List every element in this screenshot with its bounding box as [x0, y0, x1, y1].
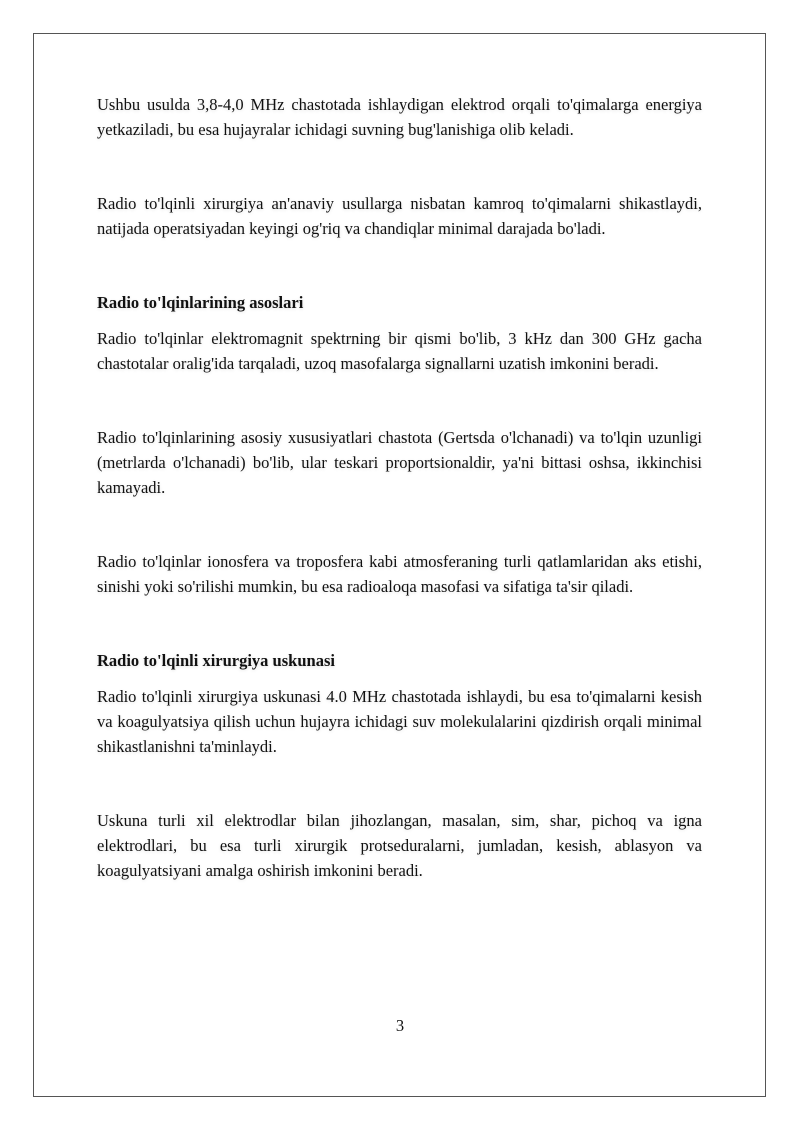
page-number: 3: [395, 1016, 405, 1035]
paragraph: Radio to'lqinlar ionosfera va troposfera kabi atmosferaning turli qatlamlaridan aks etishi, sinishi yoki so'rilishi mumkin, bu esa radioaloqa masofasi va sifatiga ta'sir qiladi.: [97, 552, 702, 596]
spacer: [97, 759, 702, 808]
paragraph: Radio to'lqinlarining asosiy xususiyatlari chastota (Gertsda o'lchanadi) va to'lqin uzunligi (metrlarda o'lchanadi) bo'lib, ular teskari proportsionaldir, ya'ni bittasi oshsa, ikkinchisi kamayadi.: [97, 428, 702, 497]
spacer: [97, 241, 702, 290]
paragraph: Radio to'lqinli xirurgiya uskunasi 4.0 MHz chastotada ishlaydi, bu esa to'qimalarni kesish va koagulyatsiya qilish uchun hujayra ichidagi suv molekulalarini qizdirish orqali minimal shikastlanishni ta'minlaydi.: [97, 687, 702, 756]
spacer: [97, 142, 702, 191]
paragraph: Radio to'lqinli xirurgiya an'anaviy usullarga nisbatan kamroq to'qimalarni shikastlaydi, natijada operatsiyadan keyingi og'riq va chandiqlar minimal darajada bo'ladi.: [97, 194, 702, 238]
spacer: [97, 376, 702, 425]
paragraph: Ushbu usulda 3,8-4,0 MHz chastotada ishlaydigan elektrod orqali to'qimalarga energiya yetkaziladi, bu esa hujayralar ichidagi suvning bug'lanishiga olib keladi.: [97, 95, 702, 139]
section-heading: Radio to'lqinlarining asoslari: [97, 293, 304, 312]
spacer: [97, 315, 702, 326]
spacer: [97, 673, 702, 684]
paragraph: Radio to'lqinlar elektromagnit spektrning bir qismi bo'lib, 3 kHz dan 300 GHz gacha chastotalar oralig'ida tarqaladi, uzoq masofalarga signallarni uzatish imkonini beradi.: [97, 329, 702, 373]
paragraph: Uskuna turli xil elektrodlar bilan jihozlangan, masalan, sim, shar, pichoq va igna elektrodlari, bu esa turli xirurgik protseduralarni, jumladan, kesish, ablasyon va koagulyatsiyani amalga oshirish imkonini beradi.: [97, 811, 702, 880]
document-body: [97, 92, 702, 883]
section-heading: Radio to'lqinli xirurgiya uskunasi: [97, 651, 335, 670]
spacer: [97, 599, 702, 648]
spacer: [97, 500, 702, 549]
